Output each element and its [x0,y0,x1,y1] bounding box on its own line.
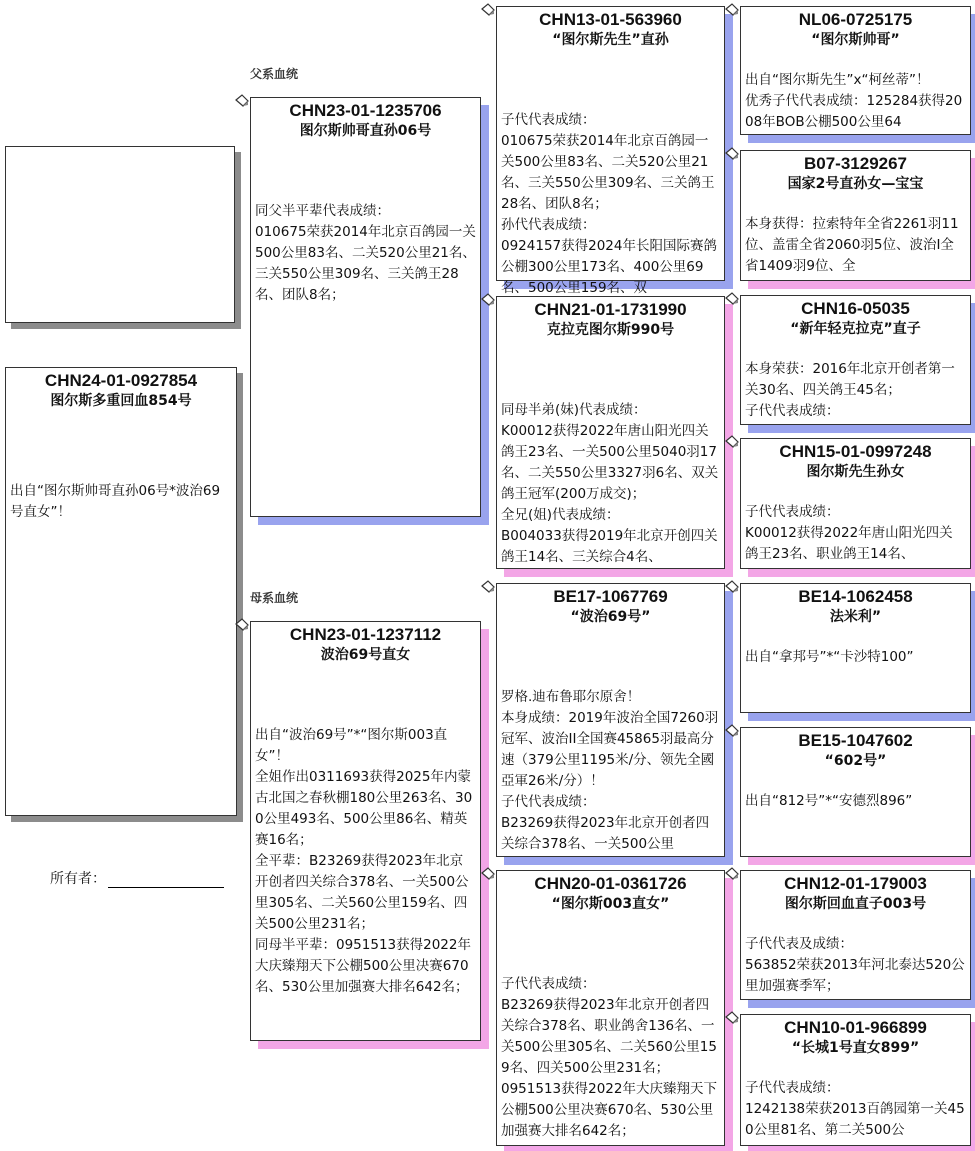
pigeon-name: 国家2号直孙女—宝宝 [787,176,924,192]
pigeon-name: “图尔斯003直女” [551,896,670,912]
pigeon-card[interactable] [740,438,971,569]
pigeon-description: 同母半弟(妹)代表成绩： K00012获得2022年唐山阳光四关鸽王23名、一关500公里5040羽17名、二关550公里3327羽6名、双关鸽王冠军(200万成交)； 全兄(姐)代表成绩： B004033获得2019年北京开创四关鸽王14名、三关综合4名、 [501,402,719,565]
pigeon-name: 克拉克图尔斯990号 [546,322,675,338]
pigeon-name: “图尔斯先生”直孙 [552,32,669,48]
pigeon-card[interactable] [740,6,971,135]
paint-bucket-icon[interactable] [480,866,496,882]
pigeon-description: 子代代表成绩： B23269获得2023年北京开创者四关综合378名、职业鸽舍136名、一关500公里305名、二关560公里159名、四关500公里231名； 0951513获得2022年大庆臻翔天下公棚500公里决赛670名、530公里加强赛大排名642名； [501,976,717,1139]
ring-number: CHN20-01-0361726 [534,874,687,893]
pigeon-description: 出自“拿邦号”*“卡沙特100” [745,649,914,665]
pigeon-description: 子代代表及成绩： 563852荣获2013年河北泰达520公里加强赛季军； [745,936,965,994]
ring-number: CHN23-01-1235706 [289,101,442,120]
pigeon-description: 出自“图尔斯先生”x“柯丝蒂”！ 优秀子代代表成绩：125284获得2008年BOB公棚500公里64 [745,72,963,130]
pigeon-description: 出自“图尔斯帅哥直孙06号*波治69号直女”！ [10,483,221,520]
sire-line-label: 父系血统 [250,67,299,81]
pigeon-card[interactable] [496,870,725,1146]
paint-bucket-icon[interactable] [724,434,740,450]
ring-number: CHN16-05035 [801,299,910,318]
pigeon-name: “新年轻克拉克”直子 [790,321,921,337]
pigeon-name: 图尔斯帅哥直孙06号 [299,123,432,139]
pigeon-description: 子代代表成绩： K00012获得2022年唐山阳光四关鸽王23名、职业鸽王14名、 [745,504,953,562]
paint-bucket-icon[interactable] [724,866,740,882]
pigeon-card[interactable] [496,6,725,296]
ring-number: BE14-1062458 [798,587,913,606]
paint-bucket-icon[interactable] [234,93,250,109]
paint-bucket-icon[interactable] [724,579,740,595]
pigeon-description: 子代代表成绩： 010675荣获2014年北京百鸽园一关500公里83名、二关520公里21名、三关550公里309名、三关鸽王28名、团队8名； 孙代代表成绩： 0924157获得2024年长阳国际赛鸽公棚300公里173名、400公里69名、500公里159名、双 [501,112,717,296]
pigeon-name: “波治69号” [570,609,651,625]
paint-bucket-icon[interactable] [724,723,740,739]
pigeon-name: 法米利” [829,609,882,625]
dam-line-label: 母系血统 [250,591,299,605]
pigeon-description: 出自“波治69号”*“图尔斯003直女”！ 全姐作出0311693获得2025年内蒙古北国之春秋棚180公里263名、300公里493名、500公里86名、精英赛16名； 全平辈：B23269获得2023年北京开创者四关综合378名、一关500公里305名、二关560公里159名、四关500公里231名； 同母半平辈：0951513获得2022年大庆臻翔天下公棚500公里决赛670名、530公里加强赛大排名642名； [255,727,473,995]
paint-bucket-icon[interactable] [480,292,496,308]
pigeon-name: 波治69号直女 [320,647,411,663]
ring-number: CHN13-01-563960 [539,10,682,29]
pigeon-name: “图尔斯帅哥” [811,32,900,48]
owner-blank[interactable] [108,871,224,888]
pigeon-description: 罗格.迪布鲁耶尔原舍！ 本身成绩：2019年波治全国7260羽冠军、波治II全国赛45865羽最高分速（379公里1195米/分、领先全國亞軍26米/分）！ 子代代表成绩： B23269获得2023年北京开创者四关综合378名、一关500公里 [501,689,719,852]
pigeon-card[interactable] [250,621,481,1041]
pigeon-card[interactable] [740,870,971,1000]
ring-number: CHN10-01-966899 [784,1018,927,1037]
pigeon-description: 本身荣获：2016年北京开创者第一关30名、四关鸽王45名； 子代代表成绩： [745,361,955,419]
ring-number: BE15-1047602 [798,731,913,750]
pigeon-description: 子代代表成绩： 1242138荣获2013百鸽园第一关450公里81名、第二关500公 [745,1080,965,1138]
paint-bucket-icon[interactable] [724,1010,740,1026]
paint-bucket-icon[interactable] [480,2,496,18]
paint-bucket-icon[interactable] [724,2,740,18]
pigeon-card[interactable] [496,583,725,857]
ring-number: CHN15-01-0997248 [779,442,932,461]
ring-number: CHN24-01-0927854 [44,371,198,390]
pigeon-card[interactable] [740,1014,971,1146]
owner-label: 所有者： [50,871,106,887]
pigeon-description: 出自“812号”*“安德烈896” [745,793,913,809]
paint-bucket-icon[interactable] [724,291,740,307]
subject-pigeon-card[interactable] [5,367,237,816]
pigeon-name: 图尔斯先生孙女 [806,464,905,480]
owner-field[interactable] [50,868,224,888]
pigeon-name: 图尔斯回血直子003号 [784,896,927,912]
photo-placeholder [5,146,235,323]
pigeon-card[interactable] [496,296,725,569]
pigeon-name: “长城1号直女899” [791,1040,920,1056]
ring-number: CHN23-01-1237112 [289,625,442,644]
pigeon-name: 图尔斯多重回血854号 [50,393,192,409]
pigeon-name: “602号” [824,753,887,769]
ring-number: NL06-0725175 [798,10,913,29]
pigeon-card[interactable] [740,583,971,713]
pigeon-card[interactable] [740,150,971,281]
ring-number: CHN12-01-179003 [784,874,927,893]
pigeon-card[interactable] [250,97,481,517]
pigeon-card[interactable] [740,727,971,857]
paint-bucket-icon[interactable] [724,146,740,162]
paint-bucket-icon[interactable] [480,579,496,595]
ring-number: B07-3129267 [803,154,908,173]
paint-bucket-icon[interactable] [234,617,250,633]
ring-number: BE17-1067769 [553,587,668,606]
pigeon-description: 本身获得：拉索特年全省2261羽11位、盖雷全省2060羽5位、波治I全省1409羽9位、全 [745,216,959,274]
pigeon-description: 同父半平辈代表成绩： 010675荣获2014年北京百鸽园一关500公里83名、二关520公里21名、三关550公里309名、三关鸽王28名、团队8名； [255,203,476,303]
pigeon-card[interactable] [740,295,971,425]
ring-number: CHN21-01-1731990 [534,300,687,319]
